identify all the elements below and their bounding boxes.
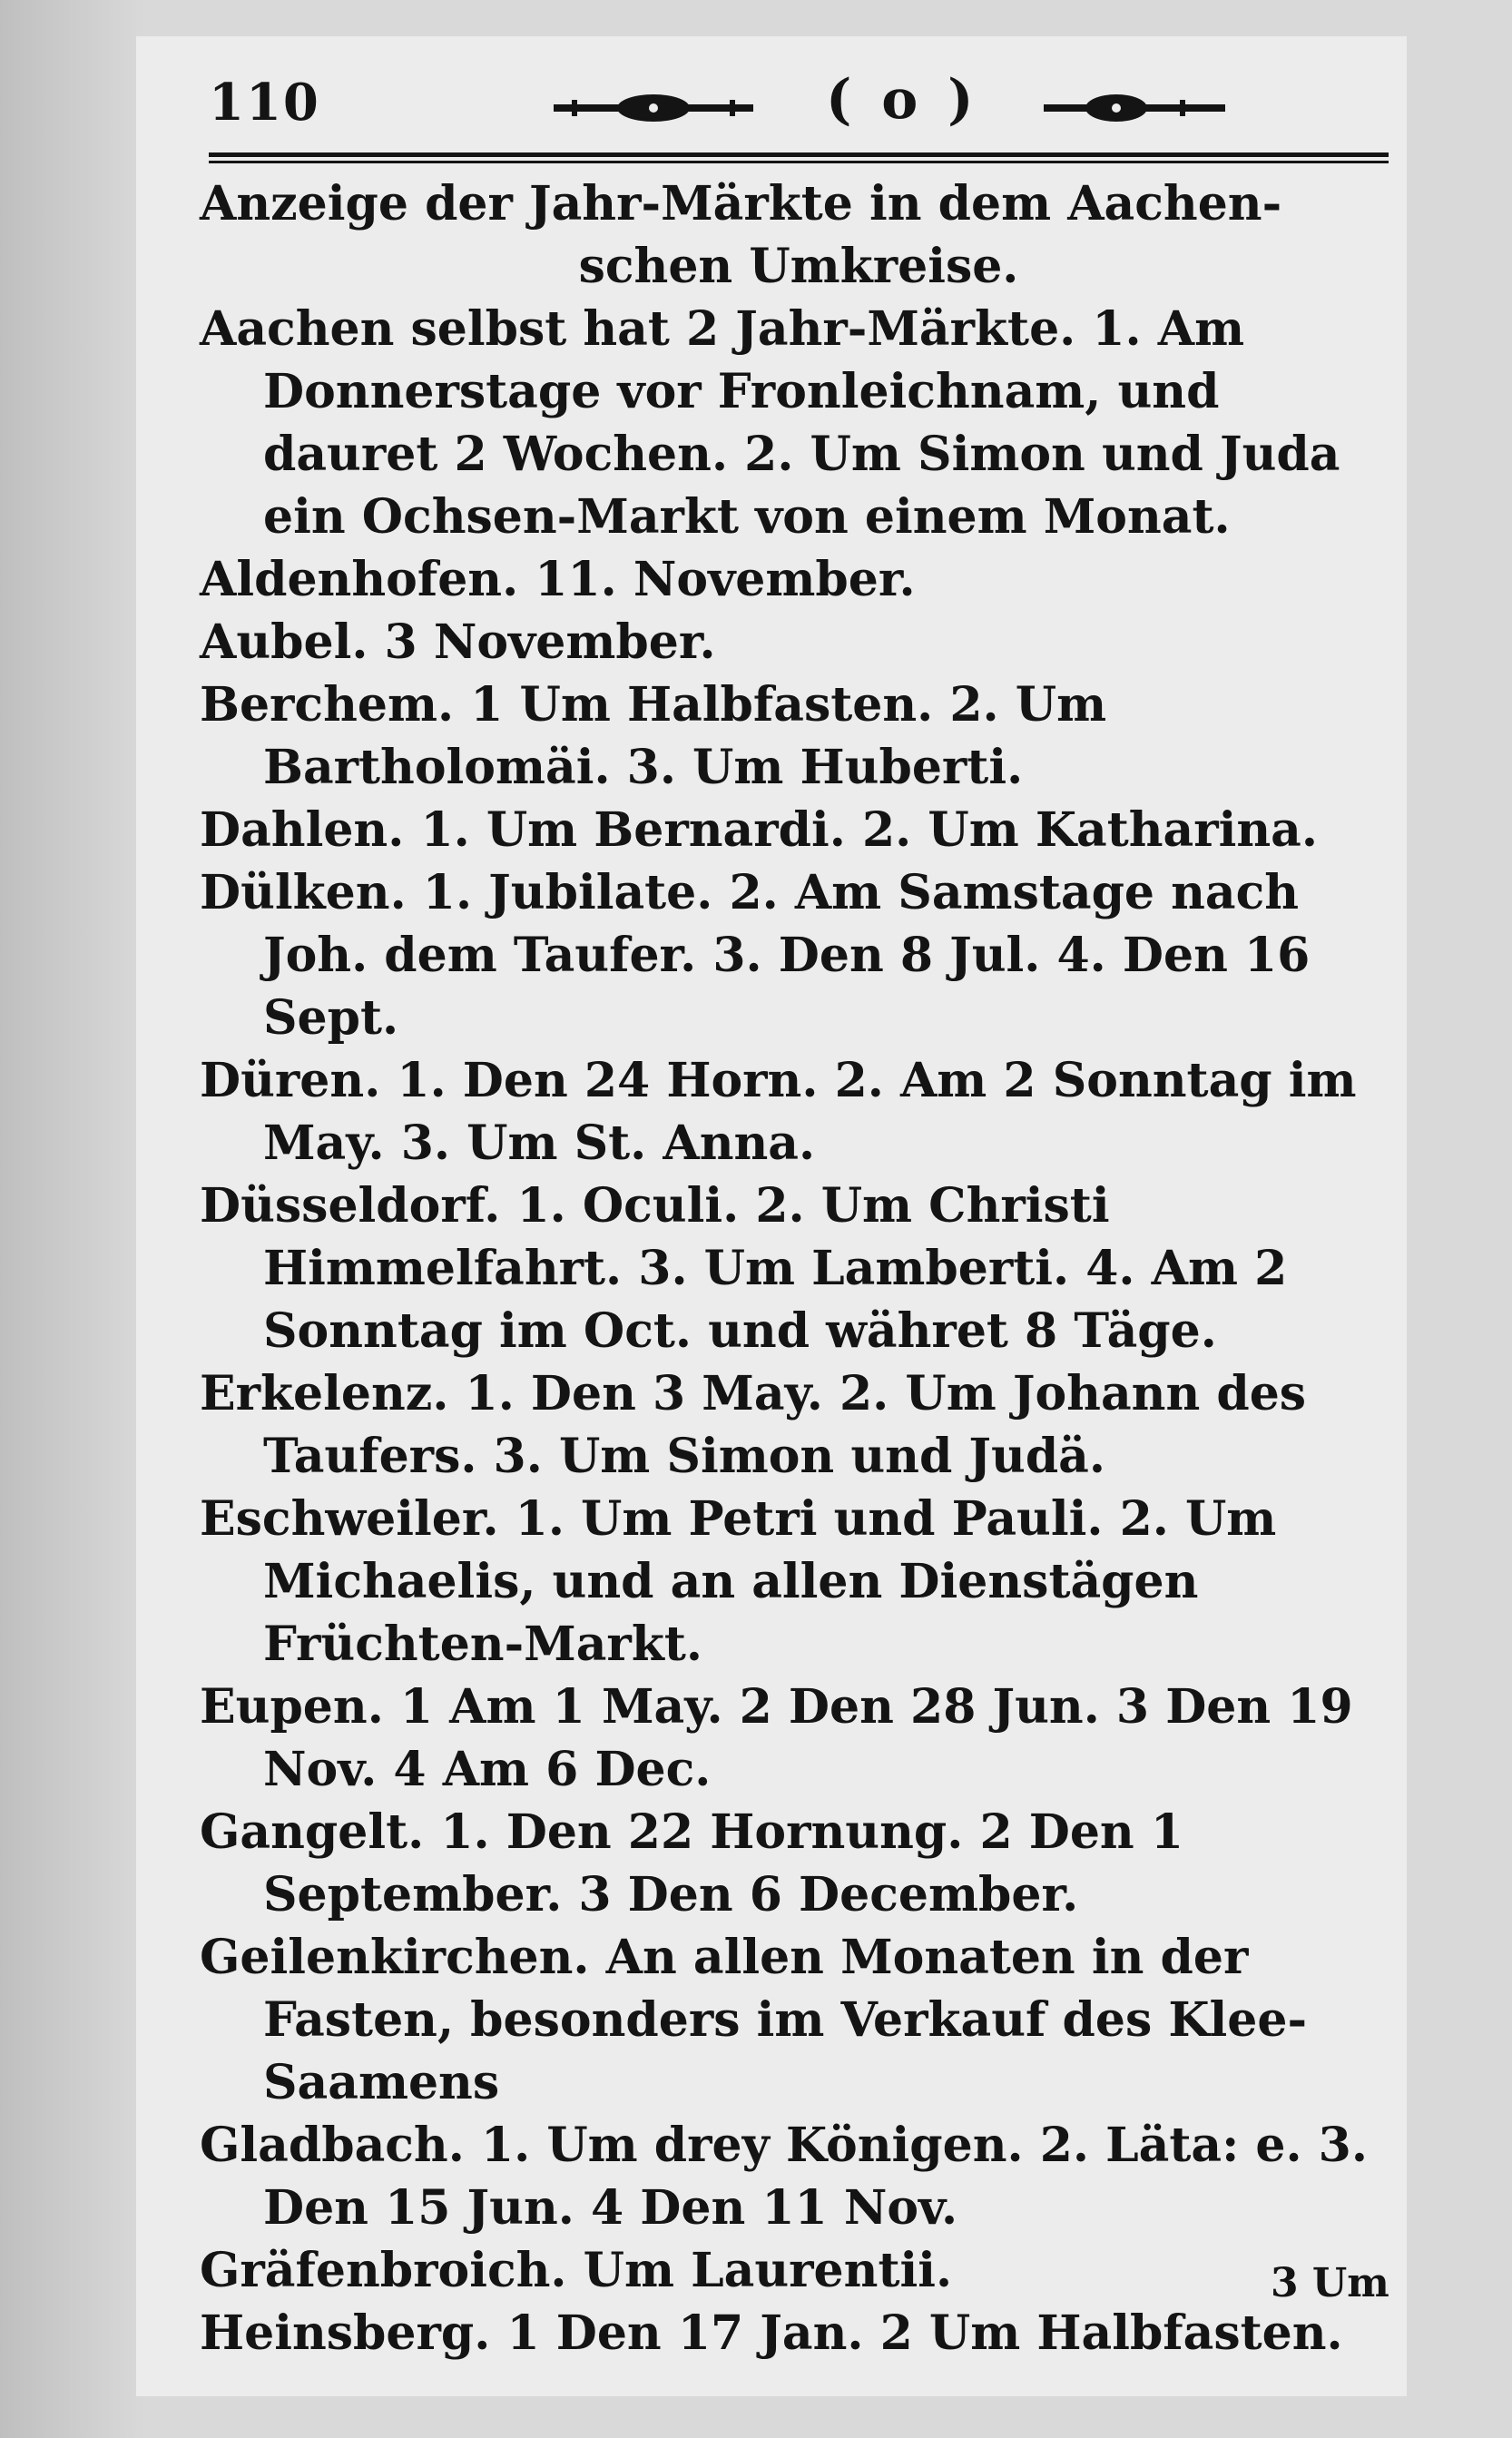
entry-eupen: Eupen. 1 Am 1 May. 2 Den 28 Jun. 3 Den 19 Nov. 4 Am 6 Dec. [200,1679,1353,1797]
title-line-2: schen Umkreise. [578,239,1019,294]
left-ornament-icon [554,94,753,122]
right-ornament-icon [1044,94,1225,122]
entry-dahlen: Dahlen. 1. Um Bernardi. 2. Um Katharina. [200,802,1318,858]
entry-heinsberg: Heinsberg. 1 Den 17 Jan. 2 Um Halbfasten. [200,2305,1343,2361]
page-header [209,64,1389,154]
section-mark: ( o ) [826,68,979,132]
entry-duesseldorf: Düsseldorf. 1. Oculi. 2. Um Christi Himmelfahrt. 3. Um Lamberti. 4. Am 2 Sonntag im Oct. und währet 8 Täge. [200,1178,1288,1359]
entry-berchem: Berchem. 1 Um Halbfasten. 2. Um Bartholomäi. 3. Um Huberti. [200,677,1107,795]
book-page [136,36,1407,2396]
entry-erkelenz: Erkelenz. 1. Den 3 May. 2. Um Johann des Taufers. 3. Um Simon und Judä. [200,1366,1307,1484]
entry-aachen: Aachen selbst hat 2 Jahr-Märkte. 1. Am Donnerstage vor Fronleichnam, und dauret 2 Wochen. 2. Um Simon und Juda ein Ochsen-Markt von einem Monat. [200,301,1340,545]
entry-gladbach: Gladbach. 1. Um drey Königen. 2. Läta: e. 3. Den 15 Jun. 4 Den 11 Nov. [200,2118,1368,2236]
page-number: 110 [209,73,320,133]
entry-aubel: Aubel. 3 November. [200,614,716,670]
entry-gangelt: Gangelt. 1. Den 22 Hornung. 2 Den 1 September. 3 Den 6 December. [200,1804,1184,1922]
scan-gutter-shadow [0,0,145,2438]
entry-aldenhofen: Aldenhofen. 11. November. [200,552,916,607]
entry-graefenbroich: Gräfenbroich. Um Laurentii. [200,2243,953,2298]
market-list [200,172,1398,2364]
entry-dueren: Düren. 1. Den 24 Horn. 2. Am 2 Sonntag im May. 3. Um St. Anna. [200,1053,1357,1171]
catchword: 3 Um [1271,2260,1389,2306]
entry-duelken: Dülken. 1. Jubilate. 2. Am Samstage nach Joh. dem Taufer. 3. Den 8 Jul. 4. Den 16 Sept. [200,865,1311,1046]
entry-geilenkirchen: Geilenkirchen. An allen Monaten in der Fasten, besonders im Verkauf des Klee-Saamens [200,1930,1308,2110]
title-line-1: Anzeige der Jahr-Märkte in dem Aachen- [200,176,1282,231]
header-rule [209,152,1389,165]
list-title [200,172,1398,298]
entry-eschweiler: Eschweiler. 1. Um Petri und Pauli. 2. Um Michaelis, und an allen Dienstägen Früchten-Markt. [200,1491,1277,1672]
